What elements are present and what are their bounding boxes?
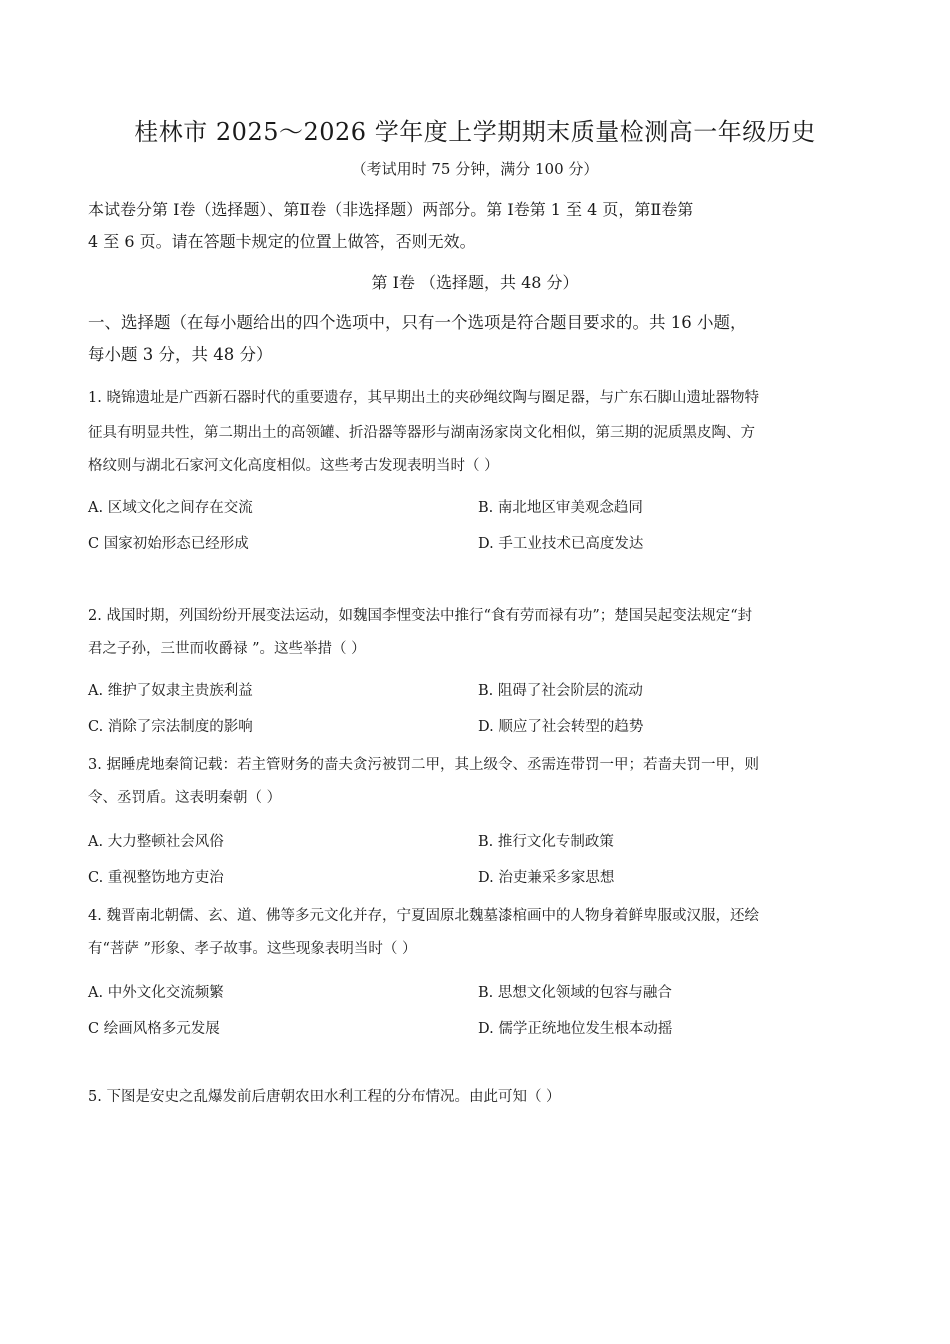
section-heading: 第 Ⅰ卷 （选择题，共 48 分） [371, 273, 579, 292]
question-4-option-c: C 绘画风格多元发展 [88, 1021, 220, 1037]
question-1-option-a: A. 区域文化之间存在交流 [88, 500, 253, 516]
question-5-line: 5. 下图是安史之乱爆发前后唐朝农田水利工程的分布情况。由此可知（ ） [88, 1089, 561, 1105]
question-1-option-c: C 国家初始形态已经形成 [88, 536, 249, 552]
question-4-line: 有“菩萨 ”形象、孝子故事。这些现象表明当时（ ） [88, 941, 417, 957]
question-2-option-d: D. 顺应了社会转型的趋势 [478, 719, 644, 735]
intro-line: 本试卷分第 Ⅰ卷（选择题）、第Ⅱ卷（非选择题）两部分。第 Ⅰ卷第 1 至 4 页，第Ⅱ卷第 [88, 200, 694, 219]
question-1-option-d: D. 手工业技术已高度发达 [478, 536, 644, 552]
question-3-option-c: C. 重视整饬地方吏治 [88, 870, 224, 886]
part-heading-line: 每小题 3 分，共 48 分） [88, 345, 273, 364]
question-2-line: 2. 战国时期，列国纷纷开展变法运动，如魏国李悝变法中推行“食有劳而禄有功”；楚国吴起变法规定“封 [88, 608, 753, 624]
question-4-option-d: D. 儒学正统地位发生根本动摇 [478, 1021, 673, 1037]
question-1-option-b: B. 南北地区审美观念趋同 [478, 500, 643, 516]
question-3-option-a: A. 大力整顿社会风俗 [88, 834, 224, 850]
question-2-option-c: C. 消除了宗法制度的影响 [88, 719, 253, 735]
question-1-line: 征具有明显共性，第二期出土的高领罐、折沿器等器形与湖南汤家岗文化相似，第三期的泥质黑皮陶、方 [88, 425, 755, 441]
exam-title: 桂林市 2025～2026 学年度上学期期末质量检测高一年级历史 [134, 118, 816, 146]
question-2-option-a: A. 维护了奴隶主贵族利益 [88, 683, 253, 699]
intro-line: 4 至 6 页。请在答题卡规定的位置上做答，否则无效。 [88, 232, 476, 251]
question-3-option-b: B. 推行文化专制政策 [478, 834, 614, 850]
part-heading-line: 一、选择题（在每小题给出的四个选项中，只有一个选项是符合题目要求的。共 16 小题， [88, 313, 747, 332]
exam-subtitle: （考试用时 75 分钟，满分 100 分） [351, 160, 599, 178]
question-4-option-a: A. 中外文化交流频繁 [88, 985, 224, 1001]
question-3-line: 令、丞罚盾。这表明秦朝（ ） [88, 790, 282, 806]
question-2-option-b: B. 阻碍了社会阶层的流动 [478, 683, 643, 699]
question-1-line: 1. 晓锦遗址是广西新石器时代的重要遗存，其早期出土的夹砂绳纹陶与圈足器，与广东石脚山遗址器物特 [88, 390, 759, 406]
question-3-line: 3. 据睡虎地秦简记载：若主管财务的啬夫贪污被罚二甲，其上级令、丞需连带罚一甲；若啬夫罚一甲，则 [88, 757, 759, 773]
question-1-line: 格纹则与湖北石家河文化高度相似。这些考古发现表明当时（ ） [88, 458, 499, 474]
question-4-line: 4. 魏晋南北朝儒、玄、道、佛等多元文化并存，宁夏固原北魏墓漆棺画中的人物身着鲜卑服或汉服，还绘 [88, 908, 759, 924]
question-4-option-b: B. 思想文化领域的包容与融合 [478, 985, 672, 1001]
question-2-line: 君之子孙，三世而收爵禄 ”。这些举措（ ） [88, 641, 366, 657]
question-3-option-d: D. 治吏兼采多家思想 [478, 870, 615, 886]
